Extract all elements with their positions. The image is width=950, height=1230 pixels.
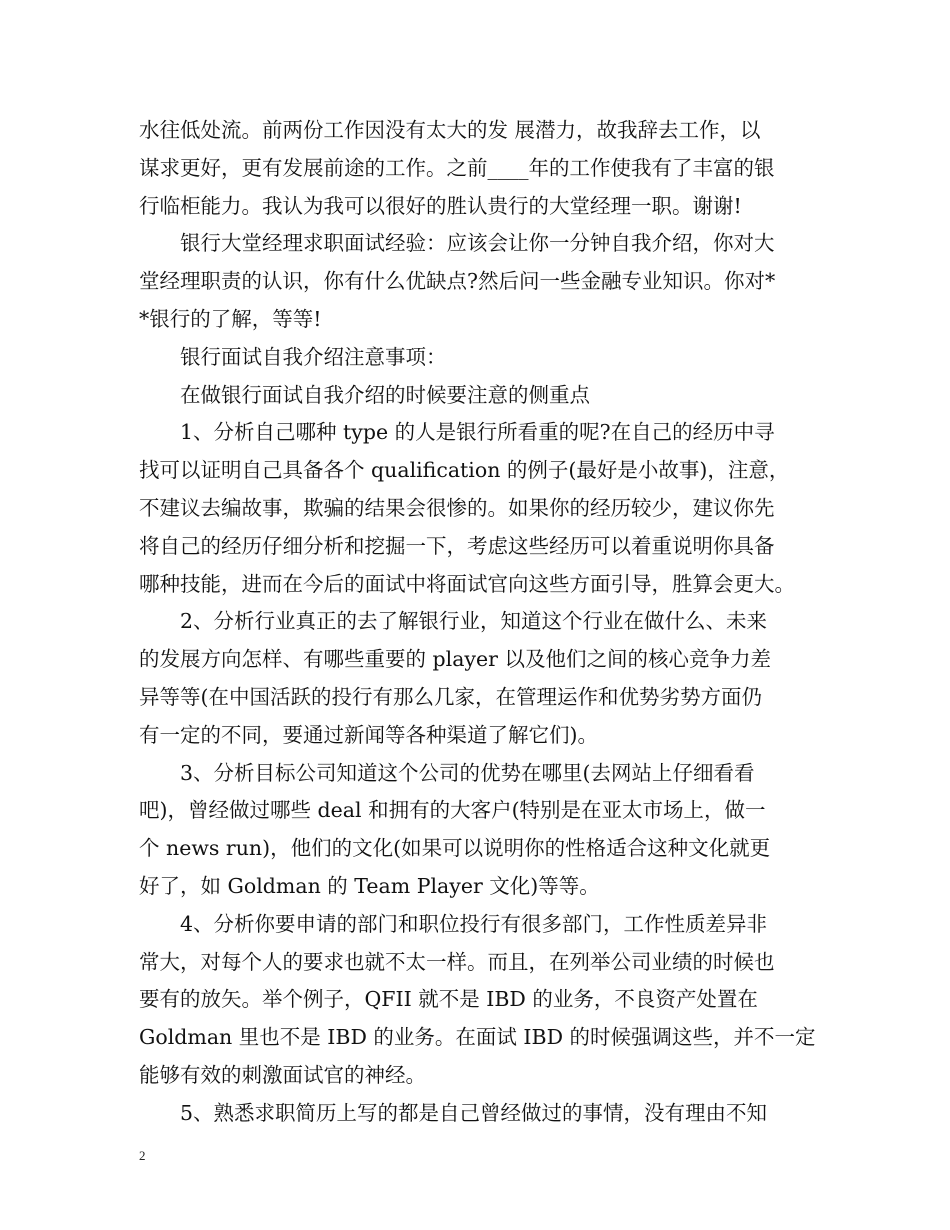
text-line: 2、分析行业真正的去了解银行业，知道这个行业在做什么、未来 bbox=[180, 609, 768, 634]
text-line: 能够有效的刺激面试官的神经。 bbox=[139, 1062, 426, 1087]
text-line: 5、熟悉求职简历上写的都是自己曾经做过的事情，没有理由不知 bbox=[180, 1100, 768, 1125]
text-line: 异等等(在中国活跃的投行有那么几家，在管理运作和优势劣势方面仍 bbox=[139, 684, 762, 709]
text-line: 3、分析目标公司知道这个公司的优势在哪里(去网站上仔细看看 bbox=[180, 760, 755, 785]
document-body bbox=[139, 112, 829, 1133]
text-line: 吧)，曾经做过哪些 deal 和拥有的大客户(特别是在亚太市场上，做一 bbox=[139, 798, 766, 823]
text-line: *银行的了解，等等! bbox=[139, 306, 322, 331]
text-line: 个 news run)，他们的文化(如果可以说明你的性格适合这种文化就更 bbox=[139, 836, 771, 861]
text-line: 找可以证明自己具备各个 qualification 的例子(最好是小故事)，注意， bbox=[139, 458, 790, 483]
text-line: 在做银行面试自我介绍的时候要注意的侧重点 bbox=[180, 382, 590, 407]
text-line: 的发展方向怎样、有哪些重要的 player 以及他们之间的核心竞争力差 bbox=[139, 647, 771, 672]
text-line: 好了，如 Goldman 的 Team Player 文化)等等。 bbox=[139, 873, 600, 898]
text-line: 常大，对每个人的要求也就不太一样。而且，在列举公司业绩的时候也 bbox=[139, 949, 775, 974]
text-line: 谋求更好，更有发展前途的工作。之前____年的工作使我有了丰富的银 bbox=[139, 155, 775, 180]
text-line: 4、分析你要申请的部门和职位投行有很多部门，工作性质差异非 bbox=[180, 911, 768, 936]
text-line: 银行面试自我介绍注意事项： bbox=[180, 344, 447, 369]
text-line: 不建议去编故事，欺骗的结果会很惨的。如果你的经历较少，建议你先 bbox=[139, 495, 775, 520]
text-line: 银行大堂经理求职面试经验：应该会让你一分钟自我介绍，你对大 bbox=[180, 231, 775, 256]
page-number: 2 bbox=[139, 1148, 146, 1163]
text-line: 行临柜能力。我认为我可以很好的胜认贵行的大堂经理一职。谢谢! bbox=[139, 193, 742, 218]
text-line: 有一定的不同，要通过新闻等各种渠道了解它们)。 bbox=[139, 722, 598, 747]
text-line: 要有的放矢。举个例子，QFII 就不是 IBD 的业务，不良资产处置在 bbox=[139, 987, 758, 1012]
text-line: 将自己的经历仔细分析和挖掘一下，考虑这些经历可以着重说明你具备 bbox=[139, 533, 775, 558]
text-line: Goldman 里也不是 IBD 的业务。在面试 IBD 的时候强调这些，并不一定 bbox=[139, 1025, 816, 1050]
text-line: 哪种技能，进而在今后的面试中将面试官向这些方面引导，胜算会更大。 bbox=[139, 571, 795, 596]
text-line: 水往低处流。前两份工作因没有太大的发 展潜力，故我辞去工作，以 bbox=[139, 118, 761, 142]
text-line: 堂经理职责的认识，你有什么优缺点?然后问一些金融专业知识。你对* bbox=[139, 269, 776, 294]
text-line: 1、分析自己哪种 type 的人是银行所看重的呢?在自己的经历中寻 bbox=[180, 420, 775, 445]
